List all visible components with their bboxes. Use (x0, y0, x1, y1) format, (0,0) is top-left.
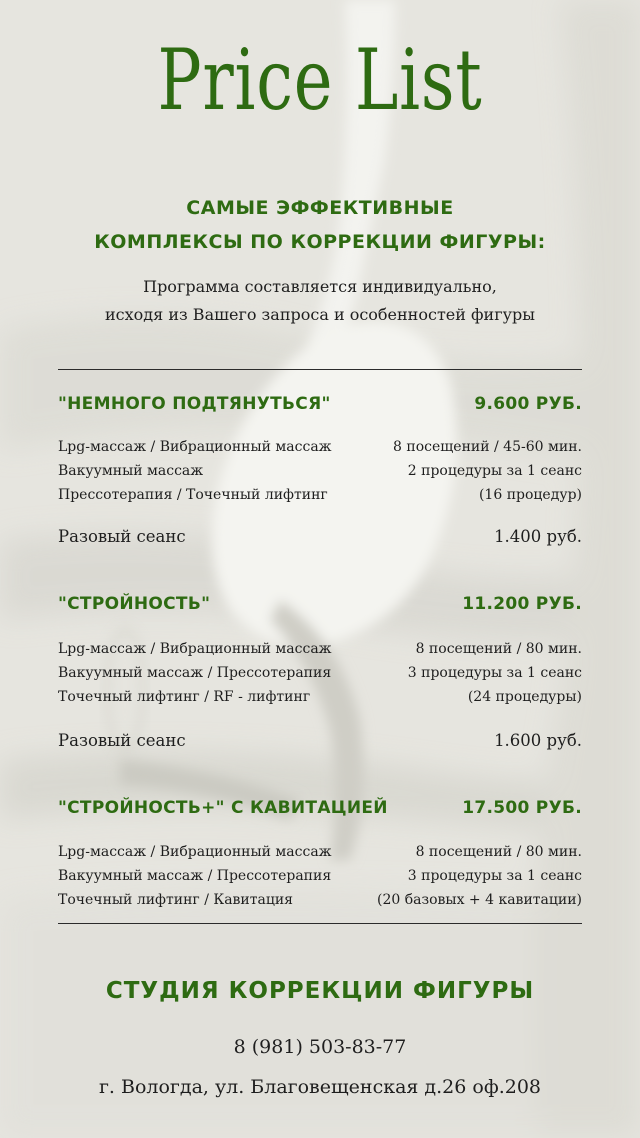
package-price: 17.500 РУБ. (462, 798, 582, 818)
package-name: "НЕМНОГО ПОДТЯНУТЬСЯ" (58, 394, 331, 414)
service-name: Lpg-массаж / Вибрационный массаж (58, 844, 332, 860)
service-name: Вакуумный массаж (58, 463, 204, 479)
service-detail: 8 посещений / 80 мин. (415, 641, 582, 657)
package-price: 9.600 РУБ. (474, 394, 582, 414)
page-title: Price List (157, 31, 483, 129)
single-session-row (58, 727, 582, 753)
service-detail: 3 процедуры за 1 сеанс (407, 665, 582, 681)
package-row (58, 483, 582, 507)
package-name: "СТРОЙНОСТЬ" (58, 594, 211, 614)
service-detail: (20 базовых + 4 кавитации) (376, 892, 582, 908)
service-name: Вакуумный массаж / Прессотерапия (58, 665, 332, 681)
service-name: Lpg-массаж / Вибрационный массаж (58, 439, 332, 455)
package-row (58, 435, 582, 459)
divider (58, 369, 582, 370)
service-name: Точечный лифтинг / Кавитация (58, 892, 294, 908)
service-name: Вакуумный массаж / Прессотерапия (58, 868, 332, 884)
single-session-price: 1.600 руб. (494, 730, 582, 750)
single-session-price: 1.400 руб. (494, 526, 582, 546)
package-row (58, 888, 582, 912)
studio-name: СТУДИЯ КОРРЕКЦИИ ФИГУРЫ (105, 978, 535, 1004)
package-name: "СТРОЙНОСТЬ+" С КАВИТАЦИЕЙ (58, 798, 388, 818)
service-name: Прессотерапия / Точечный лифтинг (58, 487, 328, 503)
divider (58, 923, 582, 924)
service-detail: (16 процедур) (478, 487, 582, 503)
subtitle (0, 191, 640, 259)
service-name: Lpg-массаж / Вибрационный массаж (58, 641, 332, 657)
package-price: 11.200 РУБ. (462, 594, 582, 614)
package-row (58, 637, 582, 661)
service-detail: 2 процедуры за 1 сеанс (407, 463, 582, 479)
service-detail: 8 посещений / 45-60 мин. (393, 439, 582, 455)
package-row (58, 840, 582, 864)
package-row (58, 459, 582, 483)
address: г. Вологда, ул. Благовещенская д.26 оф.208 (98, 1076, 542, 1098)
single-session-label: Разовый сеанс (58, 730, 186, 750)
package-row (58, 864, 582, 888)
single-session-row (58, 523, 582, 549)
service-detail: 8 посещений / 80 мин. (415, 844, 582, 860)
intro-line-1: Программа составляется индивидуально, (143, 277, 497, 296)
intro-text (0, 273, 640, 329)
service-name: Точечный лифтинг / RF - лифтинг (58, 689, 311, 705)
phone-number[interactable]: 8 (981) 503-83-77 (233, 1036, 407, 1058)
package-row (58, 685, 582, 709)
subtitle-line-1: САМЫЕ ЭФФЕКТИВНЫЕ (186, 197, 454, 219)
subtitle-line-2: КОМПЛЕКСЫ ПО КОРРЕКЦИИ ФИГУРЫ: (94, 231, 546, 253)
service-detail: (24 процедуры) (467, 689, 582, 705)
intro-line-2: исходя из Вашего запроса и особенностей фигуры (105, 305, 535, 324)
service-detail: 3 процедуры за 1 сеанс (407, 868, 582, 884)
package-row (58, 661, 582, 685)
single-session-label: Разовый сеанс (58, 526, 186, 546)
